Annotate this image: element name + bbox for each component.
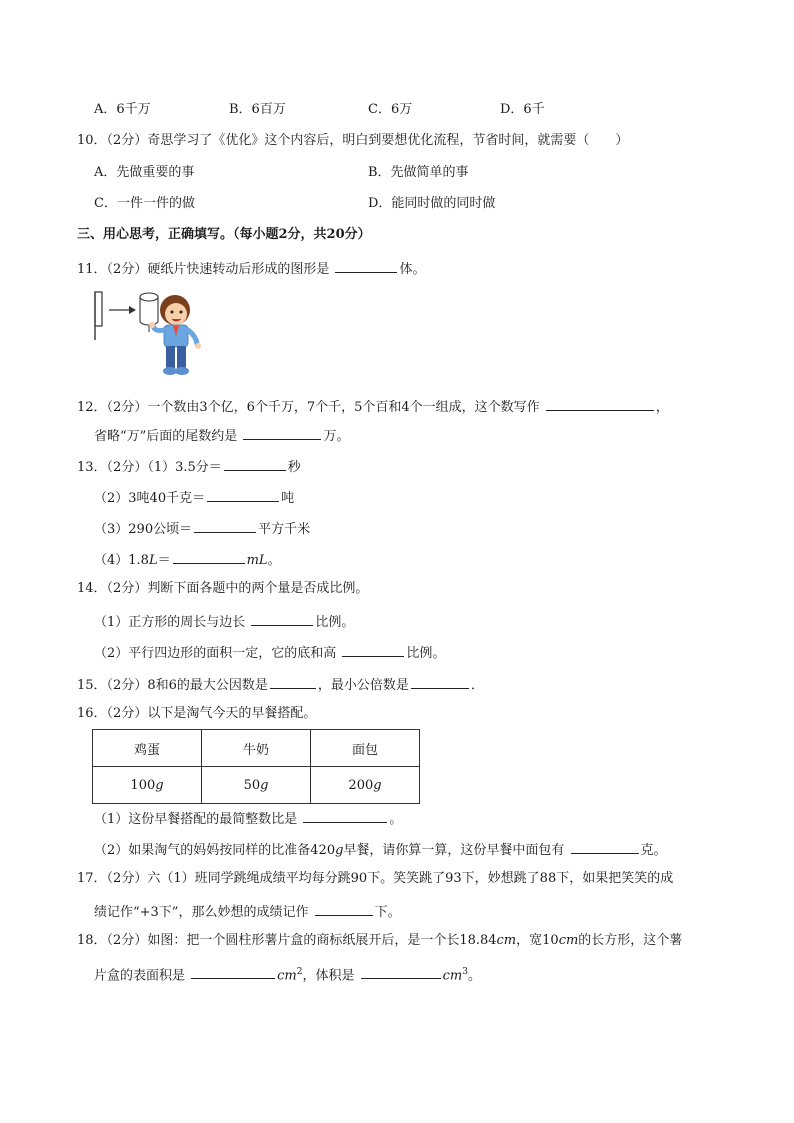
q17-answer-blank[interactable] <box>315 901 373 916</box>
q18-unit-cm2: cm <box>277 968 297 984</box>
q13-line-3 <box>94 518 310 539</box>
q11-text: 11．（2分）硬纸片快速转动后形成的图形是 <box>77 262 334 277</box>
q12-answer-blank-1[interactable] <box>546 396 654 411</box>
q12-line-1 <box>77 396 669 417</box>
section-3-title: 三、用心思考，正确填写。（每小题2分，共20分） <box>77 227 371 242</box>
q13-answer-blank-3[interactable] <box>194 518 256 533</box>
q15 <box>77 674 484 695</box>
q13-unit-ml: mL <box>246 553 268 568</box>
q16-text-2-post: 克。 <box>640 843 667 858</box>
q18-line-1 <box>77 932 682 950</box>
q9-option-a: A．6千万 <box>94 102 151 117</box>
breakfast-table <box>92 729 420 804</box>
q12-line-2 <box>94 425 349 446</box>
table-row <box>93 767 420 804</box>
q12-text-comma: ， <box>655 400 669 415</box>
q18-text-1a: 18．（2分）如图：把一个圆柱形薯片盒的商标纸展开后，是一个长18.84 <box>77 933 497 948</box>
q16-line-1 <box>94 808 402 829</box>
q14-text-2: （2）平行四边形的面积一定，它的底和高 <box>94 646 341 661</box>
q15-answer-blank-2[interactable] <box>411 674 469 689</box>
q18-sup-2: 2 <box>296 967 303 977</box>
q16-answer-blank-1[interactable] <box>303 808 387 823</box>
q13-text-1: 13．（2分）（1）3.5分＝ <box>77 460 222 475</box>
table-header-bread: 面包 <box>311 730 420 767</box>
q15-text-mid: ，最小公倍数是 <box>317 678 409 693</box>
q18-text-1b: ，宽10 <box>516 933 559 948</box>
q18-answer-blank-1[interactable] <box>191 964 275 979</box>
q16-text-2: （2）如果淘气的妈妈按同样的比准备420 <box>94 843 336 858</box>
q18-text-2: 片盒的表面积是 <box>94 968 190 984</box>
q18-unit-cm-2: cm <box>558 933 579 948</box>
q12-text: 12．（2分）一个数由3个亿，6个千万，7个千，5个百和4个一组成，这个数写作 <box>77 400 544 415</box>
q13-text-3: （3）290公顷＝ <box>94 522 193 537</box>
q15-text-post: ． <box>470 678 484 693</box>
q13-text-2: （2）3吨40千克＝ <box>94 491 206 506</box>
q14-answer-blank-2[interactable] <box>342 642 404 657</box>
q9-option-d: D．6千 <box>500 102 545 117</box>
q13-answer-blank-2[interactable] <box>207 487 279 502</box>
q11-answer-blank[interactable] <box>335 258 397 273</box>
table-cell-milk: 50g <box>202 767 311 804</box>
q16-text-2-mid: 早餐，请你算一算，这份早餐中面包有 <box>343 843 569 858</box>
q14-text-1-post: 比例。 <box>315 615 355 630</box>
q11 <box>77 258 425 279</box>
table-cell-bread: 200g <box>311 767 420 804</box>
q18-sup-3: 3 <box>462 967 468 977</box>
arrow-right-icon <box>109 306 136 314</box>
q16-stem: 16．（2分）以下是淘气今天的早餐搭配。 <box>77 706 317 721</box>
q16-text-1: （1）这份早餐搭配的最简整数比是 <box>94 812 302 827</box>
q15-text: 15．（2分）8和6的最大公因数是 <box>77 678 268 693</box>
q9-option-b: B．6百万 <box>229 102 286 117</box>
q17-text-2: 绩记作“+3下”，那么妙想的成绩记作 <box>94 905 313 920</box>
q16-text-1-post: 。 <box>389 812 403 827</box>
q13-text-4: （4）1.8 <box>94 553 149 568</box>
q9-option-c: C．6万 <box>368 102 413 117</box>
q10-option-d: D．能同时做的同时做 <box>368 196 496 211</box>
spinning-card-figure <box>93 288 205 378</box>
q13-line-4 <box>94 549 281 570</box>
q13-answer-blank-4[interactable] <box>173 549 245 564</box>
q13-line-2 <box>94 487 294 508</box>
q14-answer-blank-1[interactable] <box>251 611 313 626</box>
q15-answer-blank-1[interactable] <box>270 674 316 689</box>
q13-unit-3: 平方千米 <box>258 522 311 537</box>
q14-stem: 14．（2分）判断下面各题中的两个量是否成比例。 <box>77 581 369 596</box>
q13-unit-2: 吨 <box>281 491 295 506</box>
table-header-row <box>93 730 420 767</box>
q12-answer-blank-2[interactable] <box>243 425 321 440</box>
q18-line-2 <box>94 963 481 985</box>
q11-text-post: 体。 <box>399 262 426 277</box>
q18-text-2-mid: ，体积是 <box>302 968 359 984</box>
q10-option-a: A．先做重要的事 <box>94 165 195 180</box>
q16-line-2 <box>94 839 667 860</box>
q13-period: 。 <box>267 553 281 568</box>
q13-line-1 <box>77 456 301 477</box>
q14-line-1 <box>94 611 354 632</box>
q16-unit-g: g <box>335 843 344 858</box>
q13-eq: ＝ <box>157 553 171 568</box>
q17-line-1: 17．（2分）六（1）班同学跳绳成绩平均每分跳90下。笑笑跳了93下，妙想跳了88下，如果把笑笑的成 <box>77 871 674 886</box>
q16-answer-blank-2[interactable] <box>571 839 639 854</box>
q12-text-2: 省略“万”后面的尾数约是 <box>94 429 242 444</box>
q10-option-c: C．一件一件的做 <box>94 196 195 211</box>
q18-text-1c: 的长方形，这个薯 <box>578 933 683 948</box>
q18-unit-cm3: cm <box>442 968 463 984</box>
q14-text-1: （1）正方形的周长与边长 <box>94 615 250 630</box>
q18-answer-blank-2[interactable] <box>361 964 441 979</box>
table-header-milk: 牛奶 <box>202 730 311 767</box>
q17-line-2 <box>94 901 401 922</box>
q10-stem: 10．（2分）奇思学习了《优化》这个内容后，明白到要想优化流程，节省时间，就需要（ ） <box>77 133 629 148</box>
q17-text-2-post: 下。 <box>374 905 401 920</box>
q14-text-2-post: 比例。 <box>406 646 446 661</box>
q10-option-b: B．先做简单的事 <box>368 165 469 180</box>
q13-unit-l: L <box>148 553 158 568</box>
q18-unit-cm-1: cm <box>496 933 517 948</box>
table-header-egg: 鸡蛋 <box>93 730 202 767</box>
cartoon-boy-icon <box>149 295 201 375</box>
q18-text-2-post: 。 <box>467 968 481 984</box>
q13-unit-1: 秒 <box>287 460 301 475</box>
q13-answer-blank-1[interactable] <box>224 456 286 471</box>
q14-line-2 <box>94 642 445 663</box>
q12-text-2-post: 万。 <box>323 429 350 444</box>
rectangle-card-icon <box>95 292 102 340</box>
table-cell-egg: 100g <box>93 767 202 804</box>
